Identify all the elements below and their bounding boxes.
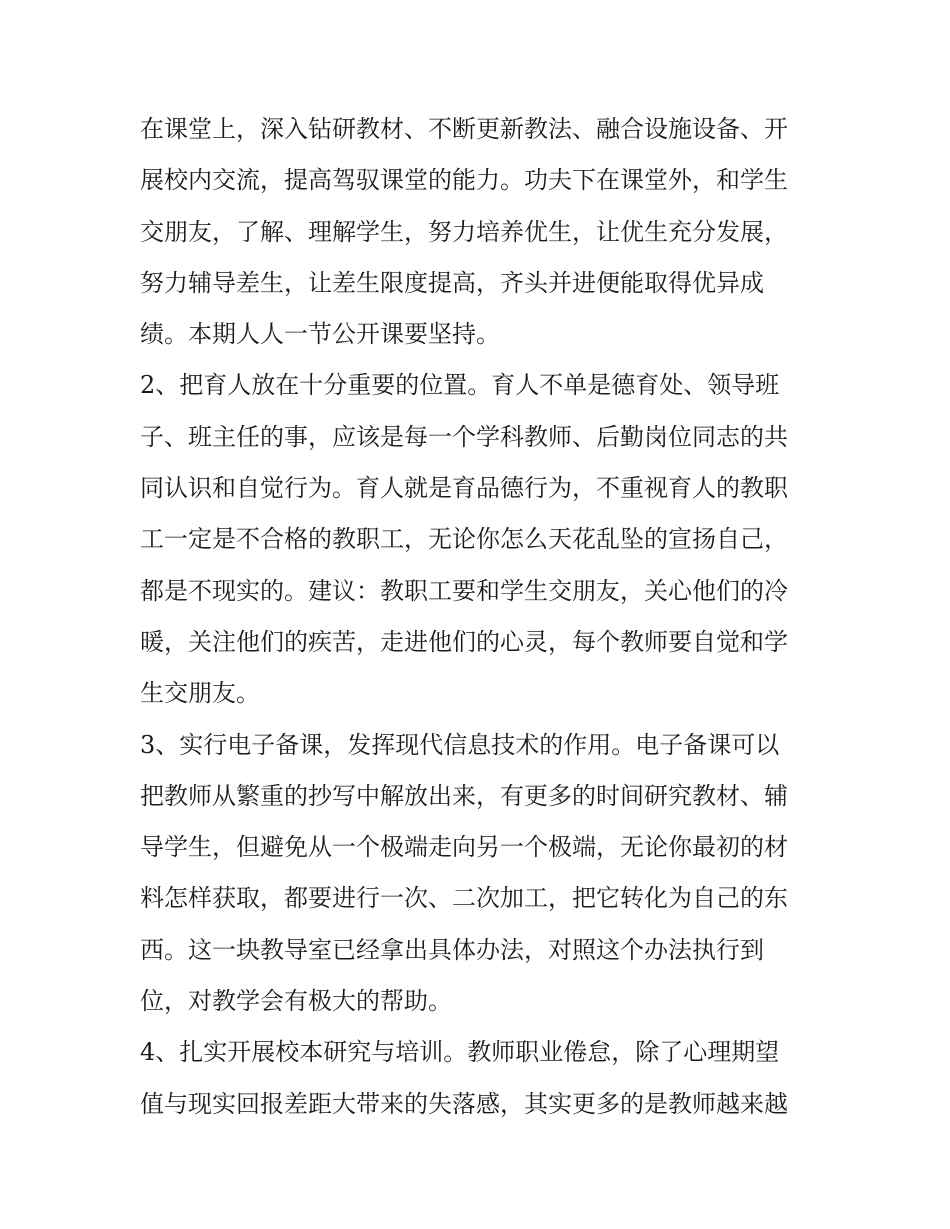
text-line: 子、班主任的事，应该是每一个学科教师、后勤岗位同志的共 xyxy=(140,422,788,451)
text-line: 导学生，但避免从一个极端走向另一个极端，无论你最初的材 xyxy=(140,833,788,862)
text-line: 交朋友，了解、理解学生，努力培养优生，让优生充分发展， xyxy=(140,217,788,246)
text-line: 2、把育人放在十分重要的位置。育人不单是德育处、领导班 xyxy=(140,371,780,400)
text-line: 暖，关注他们的疾苦，走进他们的心灵，每个教师要自觉和学 xyxy=(140,627,788,656)
text-line: 努力辅导差生，让差生限度提高，齐头并进便能取得优异成 xyxy=(140,268,764,297)
text-line: 3、实行电子备课，发挥现代信息技术的作用。电子备课可以 xyxy=(140,730,780,759)
document-body xyxy=(140,104,820,1130)
text-line: 绩。本期人人一节公开课要坚持。 xyxy=(140,320,500,349)
text-line: 生交朋友。 xyxy=(140,679,260,708)
text-line: 展校内交流，提高驾驭课堂的能力。功夫下在课堂外，和学生 xyxy=(140,166,788,195)
text-line: 位，对教学会有极大的帮助。 xyxy=(140,987,452,1016)
text-line: 工一定是不合格的教职工，无论你怎么天花乱坠的宣扬自己， xyxy=(140,525,788,554)
text-line: 西。这一块教导室已经拿出具体办法，对照这个办法执行到 xyxy=(140,935,764,964)
text-line: 料怎样获取，都要进行一次、二次加工，把它转化为自己的东 xyxy=(140,884,788,913)
text-line: 在课堂上，深入钻研教材、不断更新教法、融合设施设备、开 xyxy=(140,115,788,143)
text-line: 4、扎实开展校本研究与培训。教师职业倦怠，除了心理期望 xyxy=(140,1038,780,1067)
text-line: 同认识和自觉行为。育人就是育品德行为，不重视育人的教职 xyxy=(140,474,788,503)
text-line: 把教师从繁重的抄写中解放出来，有更多的时间研究教材、辅 xyxy=(140,781,788,810)
text-line: 都是不现实的。建议：教职工要和学生交朋友，关心他们的冷 xyxy=(140,576,788,605)
text-line: 值与现实回报差距大带来的失落感，其实更多的是教师越来越 xyxy=(140,1089,788,1118)
